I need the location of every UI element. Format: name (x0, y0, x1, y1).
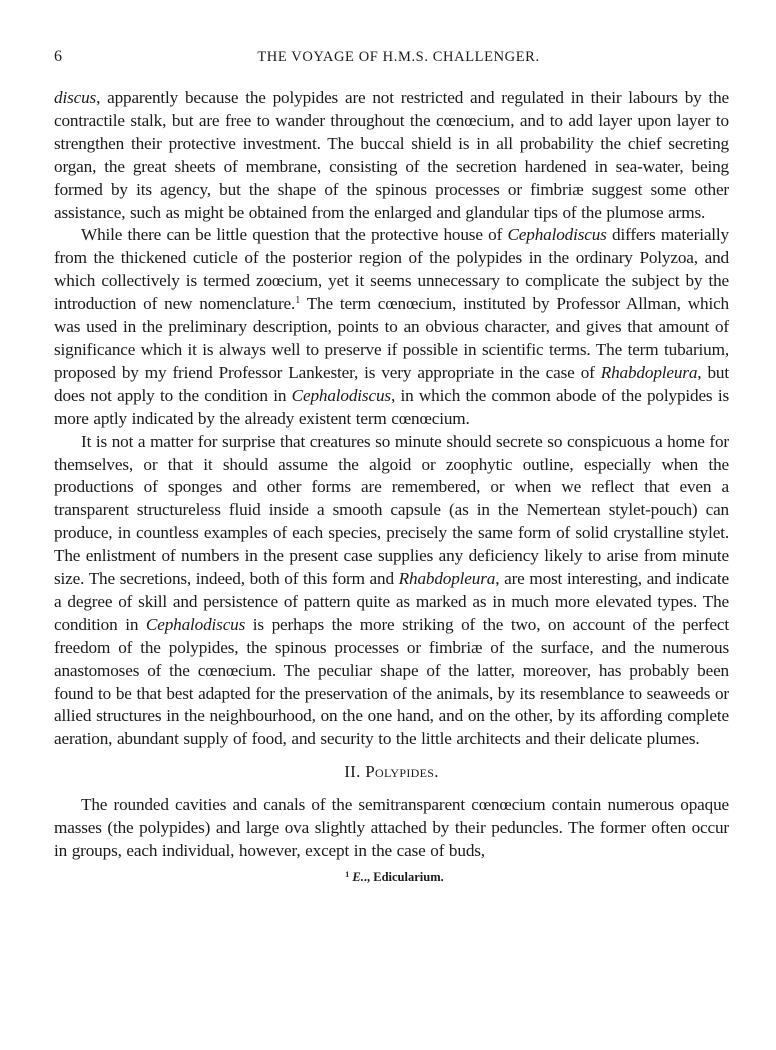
text-run: , are most interesting, and indicate a degree of skill and persistence of pattern quite as marked as in much more elevated types. The condition in (54, 569, 729, 634)
footnote (54, 868, 729, 886)
footnote-marker: 1 (345, 870, 350, 879)
italic-term: Rhabdopleura (398, 569, 496, 589)
italic-term: Rhabdopleura (600, 362, 698, 382)
paragraphs-before-heading (54, 87, 729, 751)
text-run: The term cœnœcium, instituted by Professor Allman, which was used in the preliminary description, points to an obvious character, and gives that amount of significance which it is always well to preserve if possible in scientific terms. The term tubarium, proposed by my friend Professor Lankester, is very appropriate in the case of (54, 294, 729, 382)
text-run: While there can be little question that the protective house of (81, 225, 508, 245)
italic-term: Cephalodiscus (507, 225, 607, 245)
paragraph (54, 794, 729, 863)
running-title: THE VOYAGE OF H.M.S. CHALLENGER. (257, 49, 540, 65)
footnote-reference: 1 (295, 295, 301, 307)
text-run: The rounded cavities and canals of the semitransparent cœnœcium contain numerous opaque masses (the polypides) and large ova slightly attached by their peduncles. The former often occur in groups, each individual, however, except in the case of buds, (54, 795, 729, 861)
footnote-abbrev: E. (352, 870, 364, 884)
body-text (54, 87, 729, 886)
text-run: is perhaps the more striking of the two, on account of the perfect freedom of the polypides, the spinous processes or fimbriæ of the surface, and the numerous anastomoses of the cœnœcium. The peculiar shape of the latter, moreover, has probably been found to be that best adapted for the preservation of the animals, by its resemblance to seaweeds or allied structures in the neighbourhood, on the one hand, and on the other, by its affording complete aeration, abundant supply of food, and security to the little architects and their delicate plumes. (54, 614, 729, 749)
document-page (54, 46, 729, 886)
italic-term: Cephalodiscus (291, 385, 391, 405)
text-run: , in which the common abode of the polypides is more aptly indicated by the already existent term cœnœcium. (54, 385, 729, 428)
page-number: 6 (54, 48, 62, 65)
text-run: , apparently because the polypides are not restricted and regulated in their labours by the contractile stalk, but are free to wander throughout the cœnœcium, and to add layer upon layer to strengthen their protective investment. The buccal shield is in all probability the chief secreting organ, the great sheets of membrane, consisting of the secretion hardened in sea-water, being formed by its agency, but the shape of the spinous processes or fimbriæ suggest some other assistance, such as might be obtained from the enlarged and glandular tips of the plumose arms. (54, 88, 729, 222)
paragraphs-after-heading (54, 794, 729, 863)
italic-term: discus (54, 88, 97, 107)
text-run: It is not a matter for surprise that creatures so minute should secrete so conspicuous a home for themselves, or that it should assume the algoid or zoophytic outline, especially when the productions of sponges and other forms are remembered, or when we reflect that even a transparent structureless fluid inside a smooth capsule (as in the Nemertean stylet-pouch) can produce, in countless examples of each species, precisely the same form of solid crystalline stylet. The enlistment of numbers in the present case supplies any deficiency likely to arise from minute size. The secretions, indeed, both of this form and (54, 431, 729, 589)
section-heading (54, 761, 729, 783)
paragraph (54, 87, 729, 224)
section-numeral: II. (344, 762, 361, 782)
text-run: differs materially from the thickened cuticle of the posterior region of the polypides in the ordinary Polyzoa, and which collectively is termed zoœcium, yet it seems unnecessary to complicate the subject by the introduction of new nomenclature. (54, 225, 729, 314)
running-head (54, 46, 729, 68)
paragraph (54, 224, 729, 430)
section-title: Polypides. (365, 762, 439, 782)
paragraph (54, 431, 729, 752)
italic-term: Cephalodiscus (145, 614, 246, 634)
footnote-text: ., Edicularium. (363, 870, 444, 884)
text-run: , but does not apply to the condition in (54, 362, 729, 405)
